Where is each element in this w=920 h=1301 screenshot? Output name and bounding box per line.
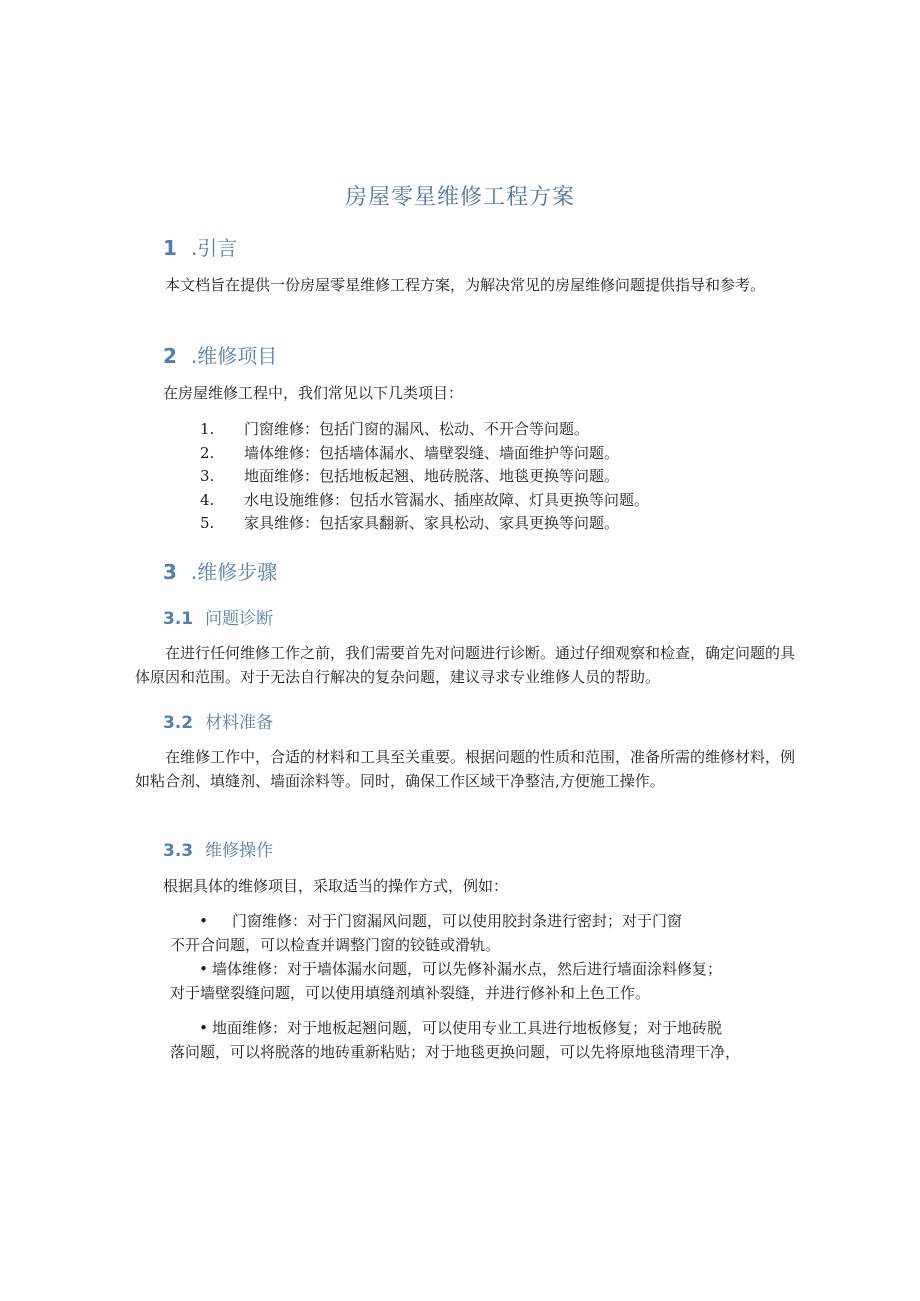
subsection-number: 3.2 <box>163 713 194 733</box>
subsection-title: 问题诊断 <box>205 609 274 629</box>
subsection-title: 维修操作 <box>205 841 274 861</box>
bullet-line: 对于墙壁裂缝问题，可以使用填缝剂填补裂缝，并进行修补和上色工作。 <box>170 984 651 1002</box>
materials-paragraph: 在维修工作中，合适的材料和工具至关重要。根据问题的性质和范围，准备所需的维修材料，例如粘合剂、填缝剂、墙面涂料等。同时，确保工作区域干净整洁,方便施工操作。 <box>135 748 796 790</box>
list-item <box>200 512 649 536</box>
subsection-heading-3-2 <box>163 708 273 733</box>
bullet-line: 地面维修：对于地板起翘问题，可以使用专业工具进行地板修复；对于地砖脱 <box>212 1019 723 1037</box>
diagnosis-paragraph: 在进行任何维修工作之前，我们需要首先对问题进行诊断。通过仔细观察和检查，确定问题的具体原因和范围。对于无法自行解决的复杂问题，建议寻求专业维修人员的帮助。 <box>135 644 796 686</box>
list-number: 5. <box>200 514 215 532</box>
bullet-item <box>170 957 800 1005</box>
list-text: 家具维修：包括家具翻新、家具松动、家具更换等问题。 <box>244 514 620 532</box>
section-title: .维修步骤 <box>190 560 278 584</box>
list-number: 3. <box>200 467 215 485</box>
list-item <box>200 418 649 442</box>
list-item <box>200 489 649 513</box>
section-heading-1 <box>163 232 237 261</box>
subsection-heading-3-3 <box>163 836 273 861</box>
bullet-dot: • <box>199 1019 208 1037</box>
subsection-heading-3-1 <box>163 604 273 629</box>
list-text: 墙体维修：包括墙体漏水、墙壁裂缝、墙面维护等问题。 <box>244 443 620 462</box>
bullet-dot: • <box>199 960 208 978</box>
list-text: 水电设施维修：包括水管漏水、插座故障、灯具更换等问题。 <box>244 490 650 509</box>
subsection-title: 材料准备 <box>205 713 274 733</box>
section-number: 1 <box>163 236 177 260</box>
bullet-line: 落问题，可以将脱落的地砖重新粘贴；对于地毯更换问题，可以先将原地毯清理干净， <box>170 1043 741 1061</box>
items-intro: 在房屋维修工程中，我们常见以下几类项目： <box>163 384 464 402</box>
section-number: 3 <box>163 560 177 584</box>
list-item <box>200 442 649 466</box>
bullet-dot: • <box>199 912 208 930</box>
intro-paragraph: 本文档旨在提供一份房屋零星维修工程方案，为解决常见的房屋维修问题提供指导和参考。 <box>165 276 766 294</box>
list-number: 2. <box>200 443 215 462</box>
list-text: 地面维修：包括地板起翘、地砖脱落、地毯更换等问题。 <box>244 467 620 485</box>
operations-intro: 根据具体的维修项目，采取适当的操作方式，例如： <box>163 877 509 895</box>
section-number: 2 <box>163 344 177 368</box>
document-title: 房屋零星维修工程方案 <box>344 185 575 210</box>
bullet-line: 墙体维修：对于墙体漏水问题，可以先修补漏水点，然后进行墙面涂料修复； <box>212 960 723 978</box>
list-item <box>200 465 649 489</box>
list-text: 门窗维修：包括门窗的漏风、松动、不开合等问题。 <box>244 420 590 438</box>
list-number: 1. <box>200 420 215 438</box>
subsection-number: 3.3 <box>163 841 194 861</box>
subsection-number: 3.1 <box>163 609 194 629</box>
section-title: .引言 <box>190 236 238 260</box>
list-number: 4. <box>200 490 215 509</box>
section-heading-3 <box>163 556 277 585</box>
section-title: .维修项目 <box>190 344 278 368</box>
bullet-item <box>170 1016 800 1064</box>
bullet-item <box>170 909 800 957</box>
section-heading-2 <box>163 340 277 369</box>
bullet-line: 门窗维修：对于门窗漏风问题，可以使用胶封条进行密封；对于门窗 <box>232 912 683 930</box>
repair-items-list <box>200 418 649 536</box>
bullet-line: 不开合问题，可以检查并调整门窗的铰链或滑轨。 <box>170 936 501 954</box>
